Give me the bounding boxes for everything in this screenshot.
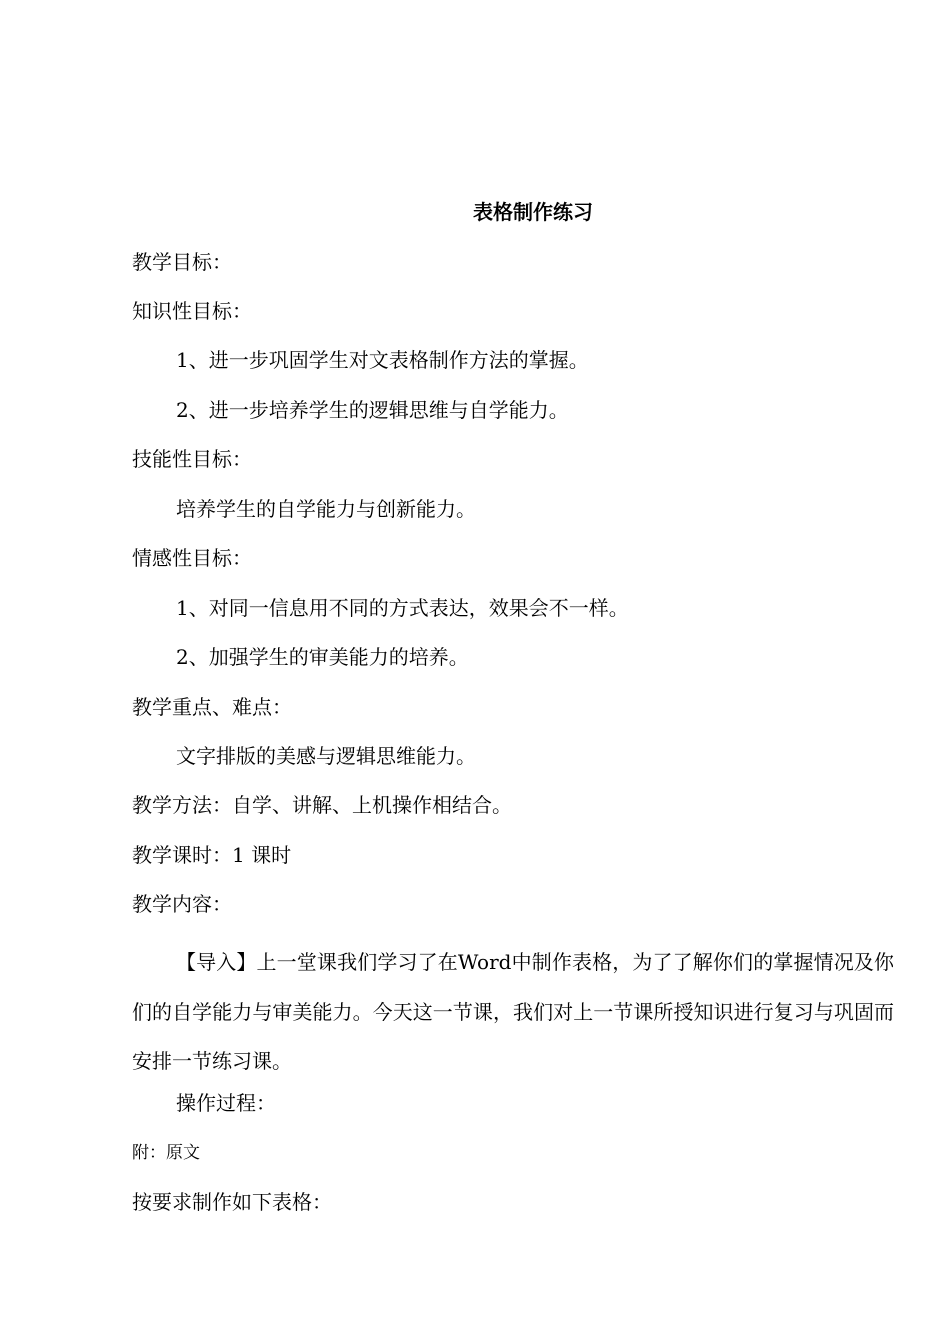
teaching-methods: 教学方法：自学、讲解、上机操作相结合。 <box>132 793 512 817</box>
key-points-text: 文字排版的美感与逻辑思维能力。 <box>176 744 476 768</box>
key-points-heading: 教学重点、难点： <box>132 695 292 719</box>
teaching-goals-heading: 教学目标： <box>132 250 232 274</box>
skill-goals-heading: 技能性目标： <box>132 447 252 471</box>
knowledge-goals-heading: 知识性目标： <box>132 299 252 323</box>
emotional-goal-1: 1、对同一信息用不同的方式表达，效果会不一样。 <box>176 596 629 620</box>
teaching-content-heading: 教学内容： <box>132 892 232 916</box>
intro-paragraph: 【导入】上一堂课我们学习了在Word中制作表格，为了了解你们的掌握情况及你们的自学能力与审美能力。今天这一节课，我们对上一节课所授知识进行复习与巩固而安排一节练习课。 <box>132 950 894 1073</box>
knowledge-goal-2: 2、进一步培养学生的逻辑思维与自学能力。 <box>176 398 569 422</box>
table-instruction: 按要求制作如下表格： <box>132 1190 332 1214</box>
skill-goal-text: 培养学生的自学能力与创新能力。 <box>176 497 476 521</box>
emotional-goal-2: 2、加强学生的审美能力的培养。 <box>176 645 469 669</box>
knowledge-goal-1: 1、进一步巩固学生对文表格制作方法的掌握。 <box>176 348 589 372</box>
document-title: 表格制作练习 <box>473 200 593 224</box>
appendix-label: 附：原文 <box>132 1143 200 1163</box>
emotional-goals-heading: 情感性目标： <box>132 546 252 570</box>
teaching-hours: 教学课时：1 课时 <box>132 843 292 867</box>
process-label: 操作过程： <box>176 1091 276 1115</box>
